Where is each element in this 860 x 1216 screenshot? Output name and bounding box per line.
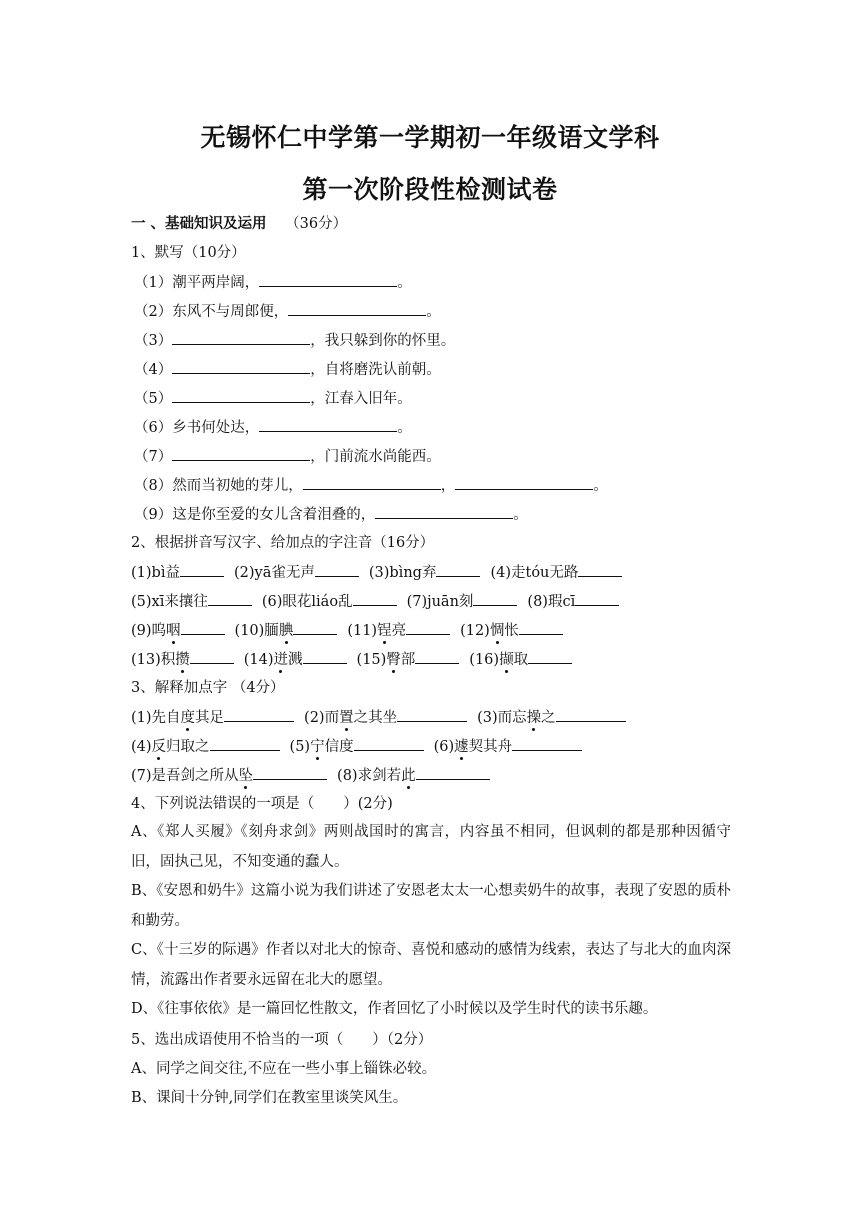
row-item: [460, 620, 563, 641]
answer-blank[interactable]: [259, 417, 397, 432]
q1-item-text: （8）然而当初她的芽儿，: [134, 478, 303, 494]
dotted-char: 臀: [386, 652, 401, 668]
section-1-heading: [131, 214, 347, 234]
q1-item-text: ，江春入旧年。: [310, 391, 412, 407]
answer-blank[interactable]: [519, 620, 563, 635]
answer-blank[interactable]: [416, 765, 490, 780]
dotted-char: 撷: [499, 652, 514, 668]
dotted-char: 迸: [273, 652, 289, 668]
row-item: [337, 765, 490, 786]
item-text: (5)xī来攘往: [131, 594, 208, 610]
row-item: [131, 649, 234, 670]
q4-option-d: D、《往事依依》是一篇回忆性散文，作者回忆了小时候以及学生时代的读书乐趣。: [131, 1001, 658, 1017]
answer-blank[interactable]: [575, 591, 619, 606]
answer-blank[interactable]: [354, 736, 424, 751]
row-item: [234, 562, 359, 583]
row-item: [290, 736, 424, 757]
item-text: (2)而: [304, 710, 340, 726]
answer-blank[interactable]: [397, 707, 467, 722]
answer-blank[interactable]: [253, 765, 327, 780]
dotted-char: 锃: [377, 623, 392, 639]
answer-blank[interactable]: [172, 359, 310, 374]
answer-blank[interactable]: [224, 707, 294, 722]
q4-option-c: C、《十三岁的际遇》作者以对北大的惊奇、喜悦和感动的感情为线索，表达了与北大的血肉深情，流露出作者要永远留在北大的愿望。: [131, 942, 731, 988]
dotted-char: 置: [339, 710, 354, 726]
item-text: 取: [513, 652, 529, 668]
q2-row-4: [131, 649, 582, 670]
row-item: [131, 591, 252, 612]
row-item: [527, 591, 619, 612]
q1-item-4: [134, 359, 441, 380]
row-item: [490, 562, 622, 583]
item-text: (13)积: [131, 652, 176, 668]
q5-option-a: A、同学之间交往,不应在一些小事上锱铢必较。: [131, 1061, 437, 1077]
q1-item-text: （5）: [134, 391, 173, 407]
item-text: 怅: [504, 623, 519, 639]
item-text: (2)yā雀无声: [233, 565, 315, 581]
q1-item-2: [134, 301, 441, 322]
row-item: [131, 620, 225, 641]
item-text: 信度: [324, 739, 354, 755]
answer-blank[interactable]: [210, 736, 280, 751]
q3-row-3: [131, 765, 500, 786]
q1-item-text: ，门前流水尚能西。: [310, 449, 441, 465]
item-text: 其足: [195, 710, 225, 726]
q1-item-7: [134, 446, 441, 467]
q1-item-5: [134, 388, 412, 409]
answer-blank[interactable]: [303, 475, 441, 490]
item-text: (8)瑕cī: [527, 594, 576, 610]
item-text: (14): [243, 652, 274, 668]
item-text: 之其坐: [353, 710, 398, 726]
row-item: [434, 736, 583, 757]
q1-item-text: 。: [397, 420, 412, 436]
q1-item-1: [134, 272, 412, 293]
item-text: 契其舟: [468, 739, 513, 755]
answer-blank[interactable]: [375, 504, 513, 519]
q1-item-text: ，: [440, 478, 456, 494]
item-text: (6)眼花liáo乱: [261, 594, 353, 610]
dotted-char: 攒: [175, 652, 190, 668]
dotted-char: 咽: [166, 623, 181, 639]
item-text: (3)而忘: [477, 710, 527, 726]
item-text: 溅: [288, 652, 303, 668]
row-item: [131, 707, 294, 728]
item-text: 之: [541, 710, 556, 726]
item-text: (6): [433, 739, 455, 755]
row-item: [477, 707, 626, 728]
answer-blank[interactable]: [293, 620, 337, 635]
q3-heading: 3、解释加点字 （4分）: [131, 680, 285, 696]
item-text: (11): [347, 623, 378, 639]
q1-item-text: （4）: [134, 362, 173, 378]
item-text: (16): [469, 652, 500, 668]
answer-blank[interactable]: [181, 620, 225, 635]
item-text: (7)是吾剑之所从: [131, 768, 239, 784]
q4-option-b: B、《安恩和奶牛》这篇小说为我们讲述了安恩老太太一心想卖奶牛的故事，表现了安恩的质朴和勤劳。: [131, 883, 731, 929]
dotted-char: 惆: [489, 623, 505, 639]
answer-blank[interactable]: [172, 388, 310, 403]
item-text: (3)bìng弃: [368, 565, 437, 581]
q2-row-1: [131, 562, 632, 583]
q1-heading: 1、默写（10分）: [131, 245, 246, 261]
section-1-label: 一 、基础知识及运用: [131, 216, 267, 232]
answer-blank[interactable]: [528, 649, 572, 664]
answer-blank[interactable]: [406, 620, 450, 635]
answer-blank[interactable]: [288, 301, 426, 316]
item-text: 归取之: [166, 739, 210, 755]
row-item: [357, 649, 460, 670]
q1-item-text: （9）这是你至爱的女儿含着泪叠的，: [134, 507, 376, 523]
q1-item-8: [134, 475, 608, 496]
q2-row-2: [131, 591, 629, 612]
q2-heading: 2、根据拼音写汉字、给加点的字注音（16分）: [131, 535, 435, 551]
q1-item-6: [134, 417, 412, 438]
answer-blank[interactable]: [208, 591, 252, 606]
answer-blank[interactable]: [180, 562, 224, 577]
q1-item-text: 。: [513, 507, 528, 523]
q4-option-a: A、《郑人买履》《刻舟求剑》两则战国时的寓言，内容虽不相同，但讽刺的都是那种因循守旧，固执己见，不知变通的蠢人。: [131, 824, 731, 870]
answer-blank[interactable]: [315, 562, 359, 577]
dotted-char: 宁: [310, 739, 325, 755]
q1-item-text: （6）乡书何处达，: [134, 420, 260, 436]
item-text: 部: [400, 652, 416, 668]
row-item: [469, 649, 572, 670]
q3-row-1: [131, 707, 636, 728]
q1-item-text: 。: [593, 478, 608, 494]
dotted-char: 操: [526, 710, 542, 726]
item-text: (9)呜: [131, 623, 167, 639]
dotted-char: 反: [151, 739, 167, 755]
answer-blank[interactable]: [190, 649, 234, 664]
dotted-char: 遽: [454, 739, 469, 755]
answer-blank[interactable]: [455, 475, 593, 490]
q1-item-text: （3）: [134, 333, 173, 349]
exam-title-line-2: 第一次阶段性检测试卷: [302, 175, 558, 204]
q1-item-text: （1）潮平两岸阔，: [134, 275, 260, 291]
q5-heading: 5、选出成语使用不恰当的一项（ ）（2分）: [131, 1032, 433, 1048]
row-item: [131, 736, 280, 757]
answer-blank[interactable]: [578, 562, 622, 577]
row-item: [347, 620, 450, 641]
dotted-char: 坠: [238, 768, 254, 784]
answer-blank[interactable]: [172, 446, 310, 461]
q1-item-text: 。: [397, 275, 412, 291]
answer-blank[interactable]: [353, 591, 397, 606]
q1-item-9: [134, 504, 528, 525]
answer-blank[interactable]: [436, 562, 480, 577]
q4-heading: 4、下列说法错误的一项是（ ）(2分): [131, 796, 393, 812]
q1-item-text: （2）东风不与周郎便，: [134, 304, 289, 320]
item-text: (8)求剑若: [337, 768, 402, 784]
row-item: [131, 562, 224, 583]
q1-item-text: 。: [426, 304, 441, 320]
item-text: (4): [131, 739, 152, 755]
item-text: (4)走tóu无路: [490, 565, 579, 581]
answer-blank[interactable]: [473, 591, 517, 606]
item-text: (1)bì益: [131, 565, 180, 581]
q1-item-3: [134, 330, 455, 351]
q1-item-text: （7）: [134, 449, 173, 465]
dotted-char: 腆: [278, 623, 294, 639]
row-item: [244, 649, 347, 670]
answer-blank[interactable]: [512, 736, 582, 751]
answer-blank[interactable]: [172, 330, 310, 345]
answer-blank[interactable]: [259, 272, 397, 287]
item-text: 亮: [391, 623, 407, 639]
row-item: [407, 591, 518, 612]
row-item: [235, 620, 338, 641]
answer-blank[interactable]: [415, 649, 459, 664]
section-1-score: （36分）: [285, 216, 348, 232]
dotted-char: 度: [180, 710, 196, 726]
answer-blank[interactable]: [303, 649, 347, 664]
exam-title-line-1: 无锡怀仁中学第一学期初一年级语文学科: [200, 123, 660, 152]
row-item: [131, 765, 327, 786]
q2-row-3: [131, 620, 573, 641]
item-text: (12): [460, 623, 490, 639]
answer-blank[interactable]: [556, 707, 626, 722]
q1-item-text: ，我只躲到你的怀里。: [310, 333, 456, 349]
item-text: (10)腼: [234, 623, 279, 639]
item-text: (7)juān刻: [406, 594, 474, 610]
q1-item-text: ，自将磨洗认前朝。: [310, 362, 441, 378]
q5-option-b: B、课间十分钟,同学们在教室里谈笑风生。: [131, 1090, 408, 1106]
item-text: (1)先自: [131, 710, 181, 726]
row-item: [304, 707, 467, 728]
item-text: (15): [356, 652, 387, 668]
item-text: (5): [289, 739, 311, 755]
row-item: [262, 591, 397, 612]
dotted-char: 此: [401, 768, 416, 784]
q3-row-2: [131, 736, 592, 757]
row-item: [369, 562, 481, 583]
